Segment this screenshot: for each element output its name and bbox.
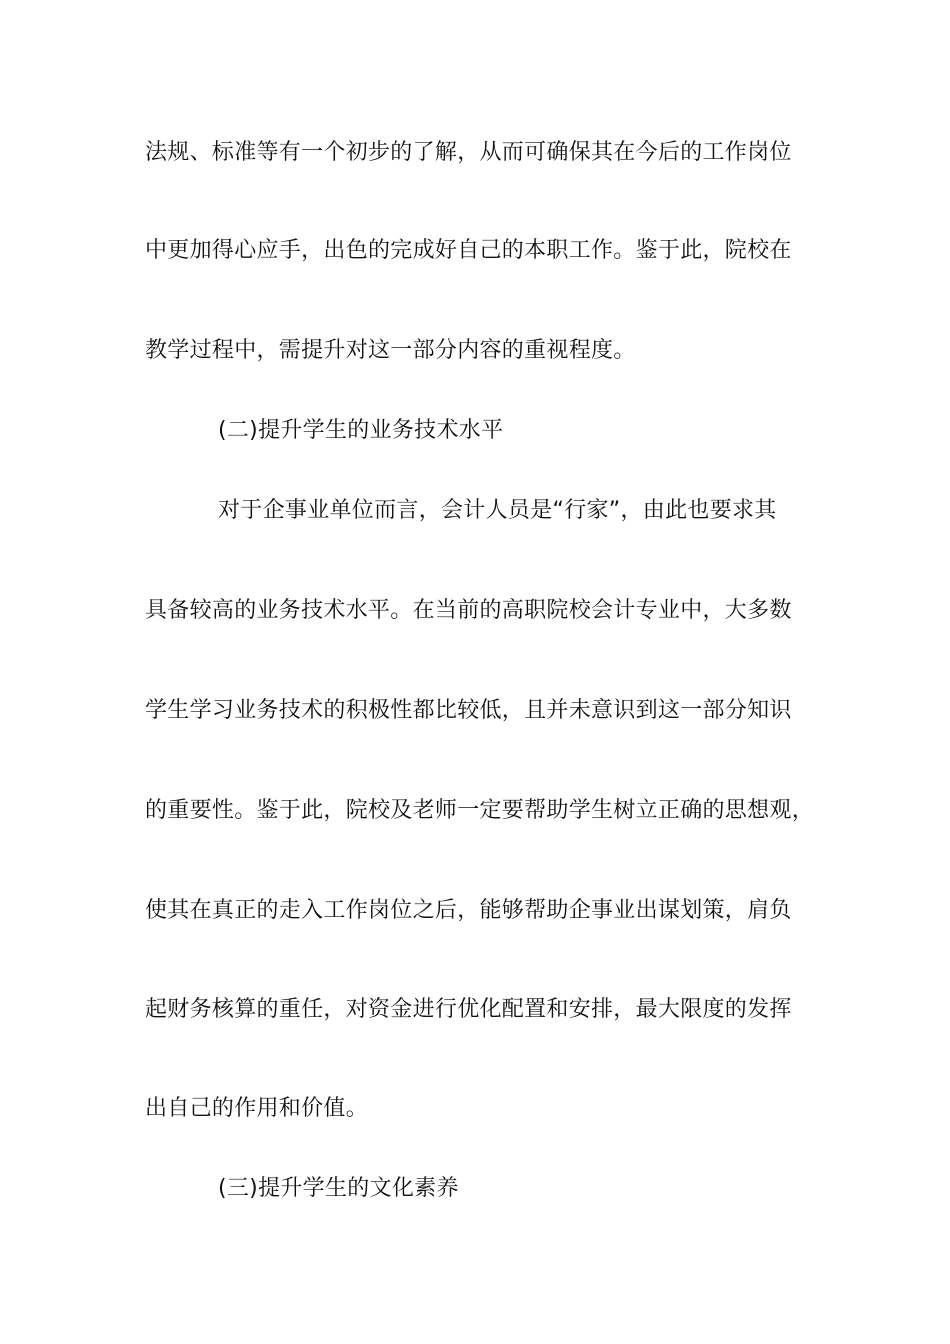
paragraph-line: 教学过程中，需提升对这一部分内容的重视程度。 bbox=[145, 338, 636, 363]
paragraph-line: 学生学习业务技术的积极性都比较低，且并未意识到这一部分知识 bbox=[145, 698, 792, 723]
paragraph-line: 使其在真正的走入工作岗位之后，能够帮助企事业出谋划策，肩负 bbox=[145, 898, 792, 923]
paragraph-line: 对于企事业单位而言，会计人员是“行家”，由此也要求其 bbox=[218, 498, 777, 523]
paragraph-line: 出自己的作用和价值。 bbox=[145, 1096, 369, 1121]
paragraph-line: 法规、标准等有一个初步的了解，从而可确保其在今后的工作岗位 bbox=[145, 140, 792, 165]
paragraph-line: 的重要性。鉴于此，院校及老师一定要帮助学生树立正确的思想观， bbox=[145, 798, 815, 823]
paragraph-line: 具备较高的业务技术水平。在当前的高职院校会计专业中，大多数 bbox=[145, 598, 792, 623]
paragraph-line: 起财务核算的重任，对资金进行优化配置和安排，最大限度的发挥 bbox=[145, 997, 792, 1022]
paragraph-line: 中更加得心应手，出色的完成好自己的本职工作。鉴于此，院校在 bbox=[145, 238, 792, 263]
section-heading: (三)提升学生的文化素养 bbox=[218, 1176, 459, 1201]
section-heading: (二)提升学生的业务技术水平 bbox=[218, 418, 504, 443]
